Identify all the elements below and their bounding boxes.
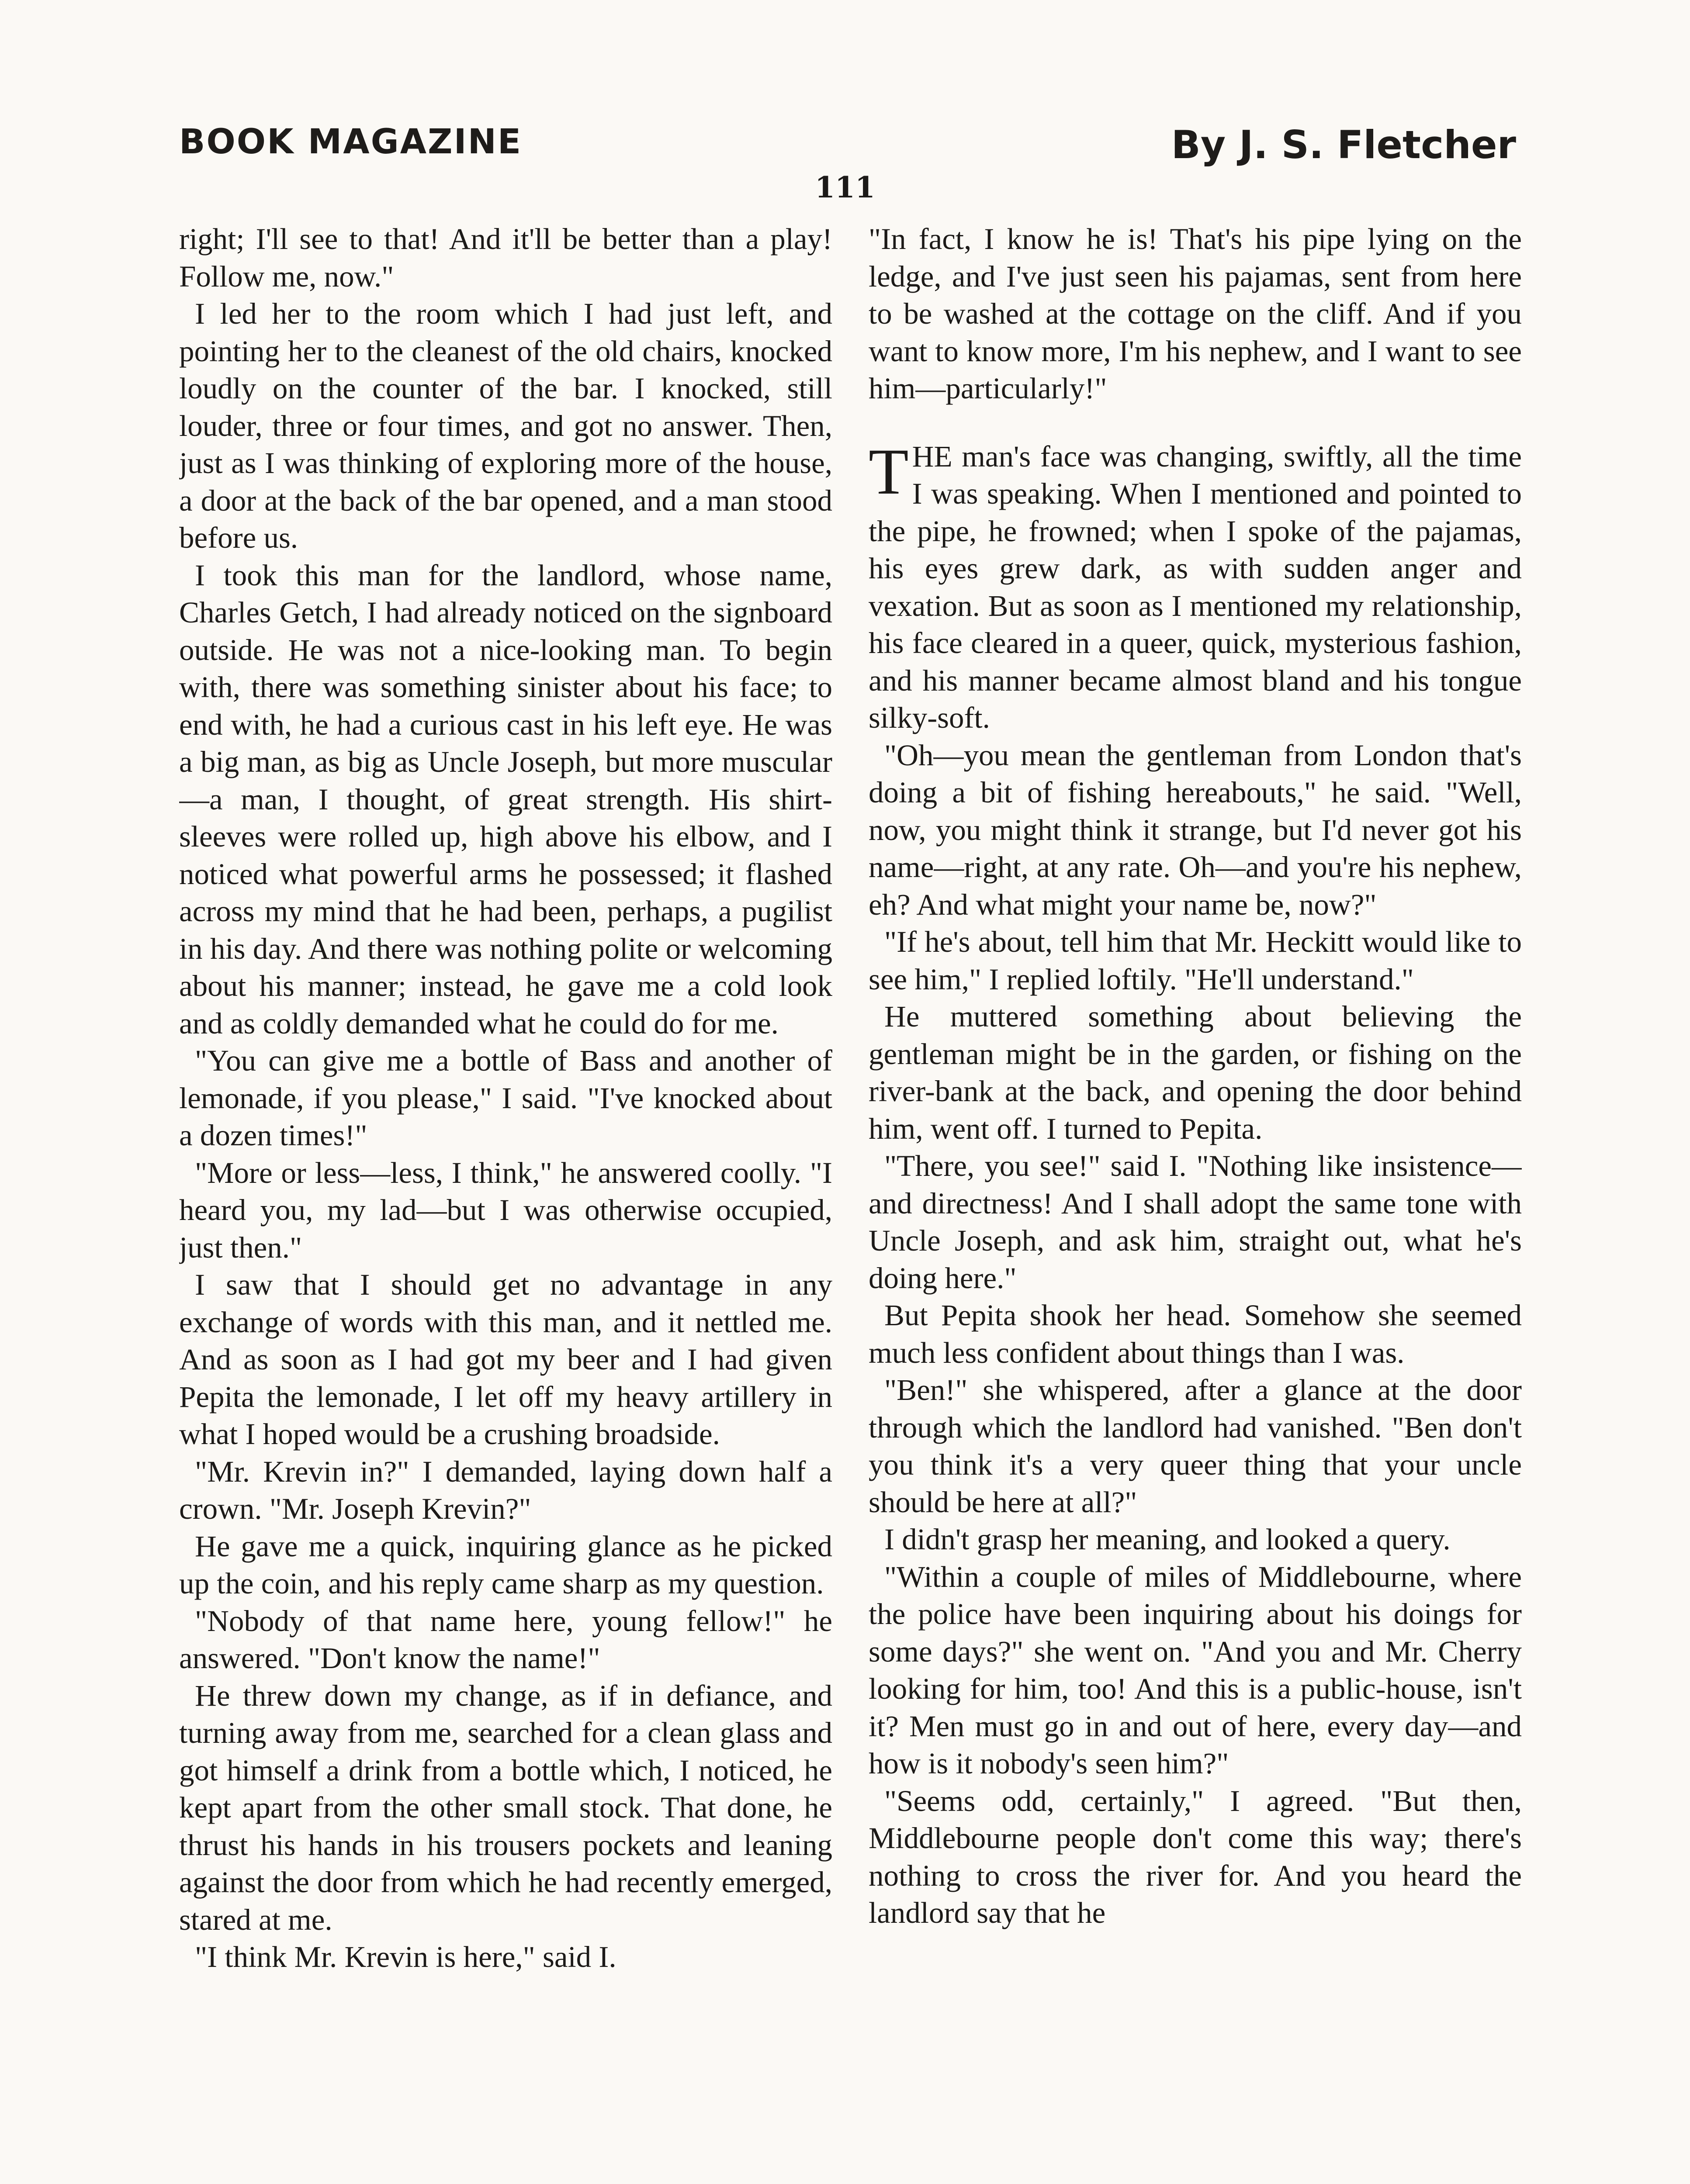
paragraph: "Oh—you mean the gentleman from London that's doing a bit of fishing hereabouts," he said. "Well, now, you might think it strange, but I'd never got his name—right, at any rate. Oh—and you're his nephew, eh? And what might your name be, now?" [869,738,1522,921]
magazine-title: BOOK MAGAZINE [179,122,523,162]
paragraph: "You can give me a bottle of Bass and another of lemonade, if you please," I said. "I've knocked about a dozen times!" [179,1044,832,1152]
paragraph: "Seems odd, certainly," I agreed. "But then, Middlebourne people don't come this way; there's nothing to cross the river for. And you heard the landlord say that he [869,1784,1522,1929]
paragraph: But Pepita shook her head. Somehow she seemed much less confident about things than I was. [869,1299,1522,1369]
paragraph: "Mr. Krevin in?" I demanded, laying down half a crown. "Mr. Joseph Krevin?" [179,1455,832,1525]
paragraph: "Ben!" she whispered, after a glance at the door through which the landlord had vanished. "Ben don't you think it's a very queer thing that your uncle should be here at all?" [869,1373,1522,1519]
page-number: 111 [815,170,875,204]
right-column [869,221,1522,2184]
drop-cap-text: HE man's face was changing, swiftly, all the time I was speaking. When I mentioned and pointed to the pipe, he frowned; when I spoke of the pajamas, his eyes grew dark, as with sudden anger and vexation. But as soon as I mentioned my relationship, his face cleared in a queer, quick, mysterious fashion, and his manner became almost bland and his tongue silky-soft. [869,439,1522,734]
paragraph: "I think Mr. Krevin is here," said I. [195,1940,616,1973]
author-byline: By J. S. Fletcher [1171,122,1516,167]
paragraph: "Nobody of that name here, young fellow!" he answered. "Don't know the name!" [179,1604,832,1675]
paragraph: I led her to the room which I had just left, and pointing her to the cleanest of the old chairs, knocked loudly on the counter of the bar. I knocked, still louder, three or four times, and got no answer. Then, just as I was thinking of exploring more of the house, a door at the back of the bar opened, and a man stood before us. [179,297,832,554]
paragraph: He threw down my change, as if in defiance, and turning away from me, searched for a clean glass and got himself a drink from a bottle which, I noticed, he kept apart from the other small stock. That done, he thrust his hands in his trousers pockets and leaning against the door from which he had recently emerged, stared at me. [179,1679,832,1936]
section-paragraph [869,435,1522,737]
left-column [179,221,832,2184]
paragraph: "If he's about, tell him that Mr. Heckitt would like to see him," I replied loftily. "He'll understand." [869,925,1522,996]
paragraph: He gave me a quick, inquiring glance as he picked up the coin, and his reply came sharp as my question. [179,1529,832,1600]
paragraph: I saw that I should get no advantage in any exchange of words with this man, and it nettled me. And as soon as I had got my beer and I had given Pepita the lemonade, I let off my heavy artillery in what I hoped would be a crushing broadside. [179,1268,832,1451]
paragraph: I took this man for the landlord, whose name, Charles Getch, I had already noticed on the signboard outside. He was not a nice-looking man. To begin with, there was something sinister about his face; to end with, he had a curious cast in his left eye. He was a big man, as big as Uncle Joseph, but more muscular—a man, I thought, of great strength. His shirt-sleeves were rolled up, high above his elbow, and I noticed what powerful arms he possessed; it flashed across my mind that he had been, perhaps, a pugilist in his day. And there was nothing polite or welcoming about his manner; instead, he gave me a cold look and as coldly demanded what he could do for me. [179,558,832,1040]
paragraph: "In fact, I know he is! That's his pipe lying on the ledge, and I've just seen his pajamas, sent from here to be washed at the cottage on the cliff. And if you want to know more, I'm his nephew, and I want to see him—particularly!" [869,222,1522,405]
paragraph: "Within a couple of miles of Middlebourne, where the police have been inquiring about his doings for some days?" she went on. "And you and Mr. Cherry looking for him, too! And this is a public-house, isn't it? Men must go in and out of here, every day—and how is it nobody's seen him?" [869,1560,1522,1780]
drop-cap: T [869,435,909,508]
paragraph: I didn't grasp her meaning, and looked a query. [884,1523,1451,1556]
paragraph: He muttered something about believing the gentleman might be in the garden, or fishing on the river-bank at the back, and opening the door behind him, went off. I turned to Pepita. [869,1000,1522,1145]
paragraph: "There, you see!" said I. "Nothing like insistence—and directness! And I shall adopt the same tone with Uncle Joseph, and ask him, straight out, what he's doing here." [869,1149,1522,1295]
paragraph: right; I'll see to that! And it'll be better than a play! Follow me, now." [179,222,832,293]
paragraph: "More or less—less, I think," he answered coolly. "I heard you, my lad—but I was otherwise occupied, just then." [179,1156,832,1264]
